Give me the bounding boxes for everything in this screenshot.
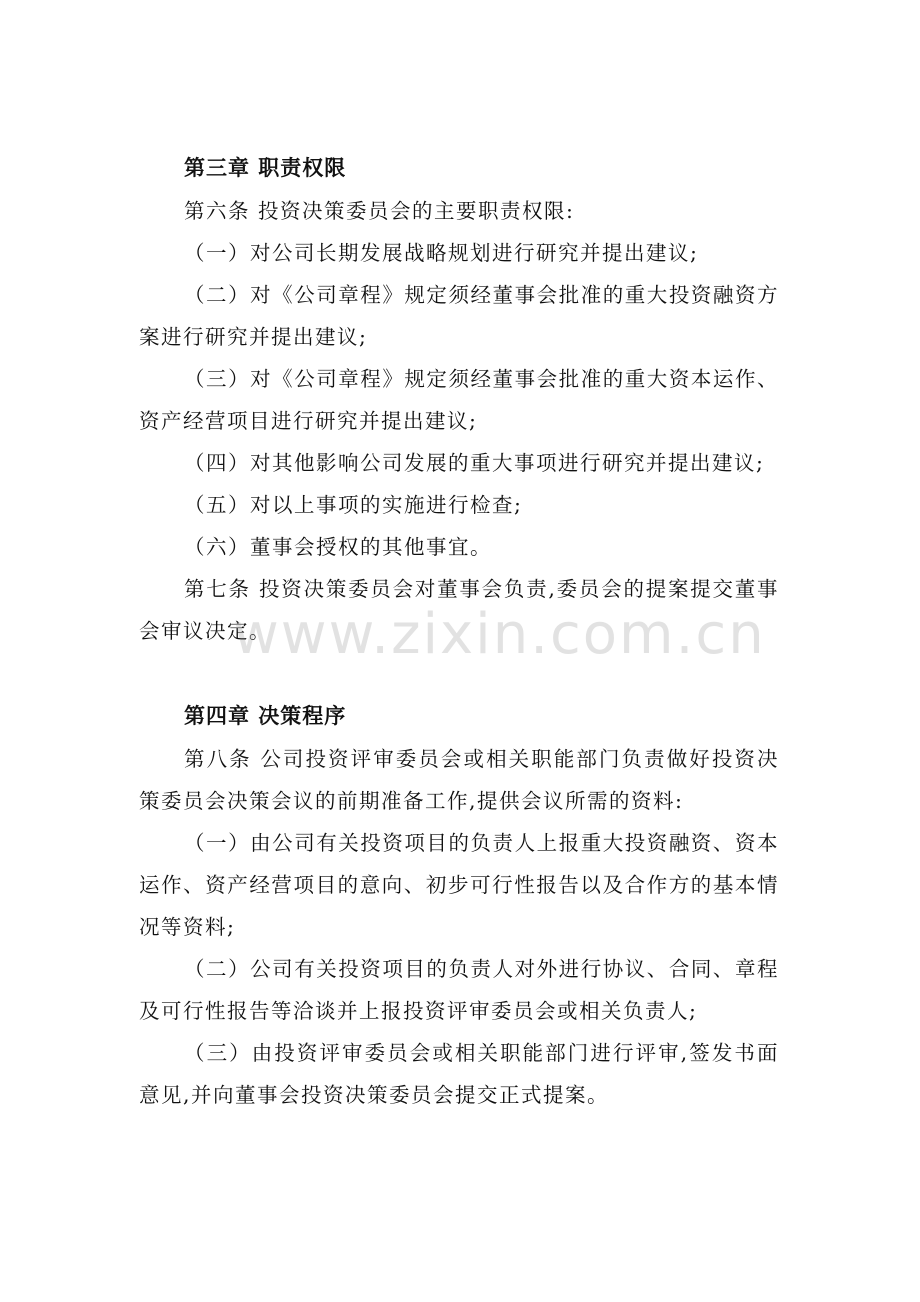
article-6: 第六条 投资决策委员会的主要职责权限: <box>184 199 575 223</box>
article-8-item-1: （一）由公司有关投资项目的负责人上报重大投资融资、资本运作、资产经营项目的意向、初步可行性报告以及合作方的基本情况等资料; <box>139 831 779 939</box>
article-8: 第八条 公司投资评审委员会或相关职能部门负责做好投资决策委员会决策会议的前期准备工作,提供会议所需的资料: <box>139 747 779 813</box>
article-6-item-4: （四）对其他影响公司发展的重大事项进行研究并提出建议; <box>184 451 765 475</box>
article-8-item-3: （三）由投资评审委员会或相关职能部门进行评审,签发书面意见,并向董事会投资决策委员会提交正式提案。 <box>139 1041 779 1107</box>
article-6-item-3: （三）对《公司章程》规定须经董事会批准的重大资本运作、资产经营项目进行研究并提出建议; <box>139 367 779 433</box>
article-6-item-2: （二）对《公司章程》规定须经董事会批准的重大投资融资方案进行研究并提出建议; <box>139 283 779 349</box>
article-6-item-5: （五）对以上事项的实施进行检查; <box>184 493 523 517</box>
watermark: www.zixin.com.cn <box>233 602 766 667</box>
article-7: 第七条 投资决策委员会对董事会负责,委员会的提案提交董事会审议决定。 <box>139 577 779 643</box>
chapter-4-title: 第四章 决策程序 <box>184 704 347 728</box>
article-6-item-1: （一）对公司长期发展战略规划进行研究并提出建议; <box>184 241 699 265</box>
article-6-item-6: （六）董事会授权的其他事宜。 <box>184 535 492 559</box>
chapter-3-title: 第三章 职责权限 <box>184 156 347 180</box>
article-8-item-2: （二）公司有关投资项目的负责人对外进行协议、合同、章程及可行性报告等洽谈并上报投资评审委员会或相关负责人; <box>139 957 779 1023</box>
